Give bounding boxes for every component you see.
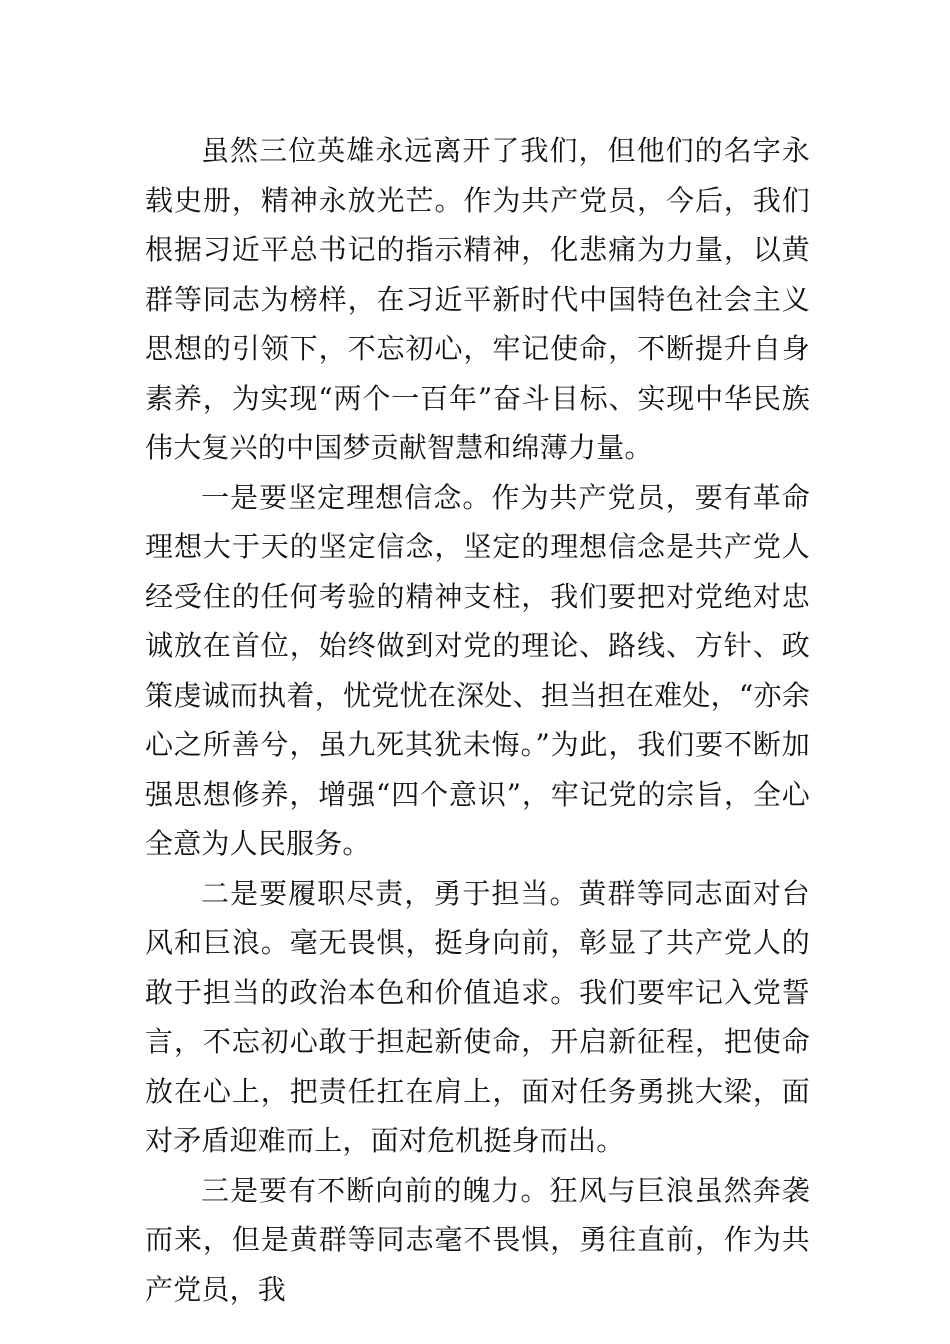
document-body — [145, 126, 810, 1314]
paragraph-point-three: 三是要有不断向前的魄力。狂风与巨浪虽然奔袭而来，但是黄群等同志毫不畏惧，勇往直前，作为共产党员，我 — [145, 1173, 810, 1306]
paragraph-point-two: 二是要履职尽责，勇于担当。黄群等同志面对台风和巨浪。毫无畏惧，挺身向前，彰显了共产党人的敢于担当的政治本色和价值追求。我们要牢记入党誓言，不忘初心敢于担起新使命，开启新征程，把使命放在心上，把责任扛在肩上，面对任务勇挑大梁，面对矛盾迎难而上，面对危机挺身而出。 — [145, 876, 810, 1157]
paragraph-intro: 虽然三位英雄永远离开了我们，但他们的名字永载史册，精神永放光芒。作为共产党员，今后，我们根据习近平总书记的指示精神，化悲痛为力量，以黄群等同志为榜样，在习近平新时代中国特色社会主义思想的引领下，不忘初心，牢记使命，不断提升自身素养，为实现“两个一百年”奋斗目标、实现中华民族伟大复兴的中国梦贡献智慧和绵薄力量。 — [145, 134, 810, 464]
paragraph-point-one: 一是要坚定理想信念。作为共产党员，要有革命理想大于天的坚定信念，坚定的理想信念是共产党人经受住的任何考验的精神支柱，我们要把对党绝对忠诚放在首位，始终做到对党的理论、路线、方针、政策虔诚而执着，忧党忧在深处、担当担在难处，“亦余心之所善兮，虽九死其犹未悔。”为此，我们要不断加强思想修养，增强“四个意识”，牢记党的宗旨，全心全意为人民服务。 — [145, 480, 810, 860]
